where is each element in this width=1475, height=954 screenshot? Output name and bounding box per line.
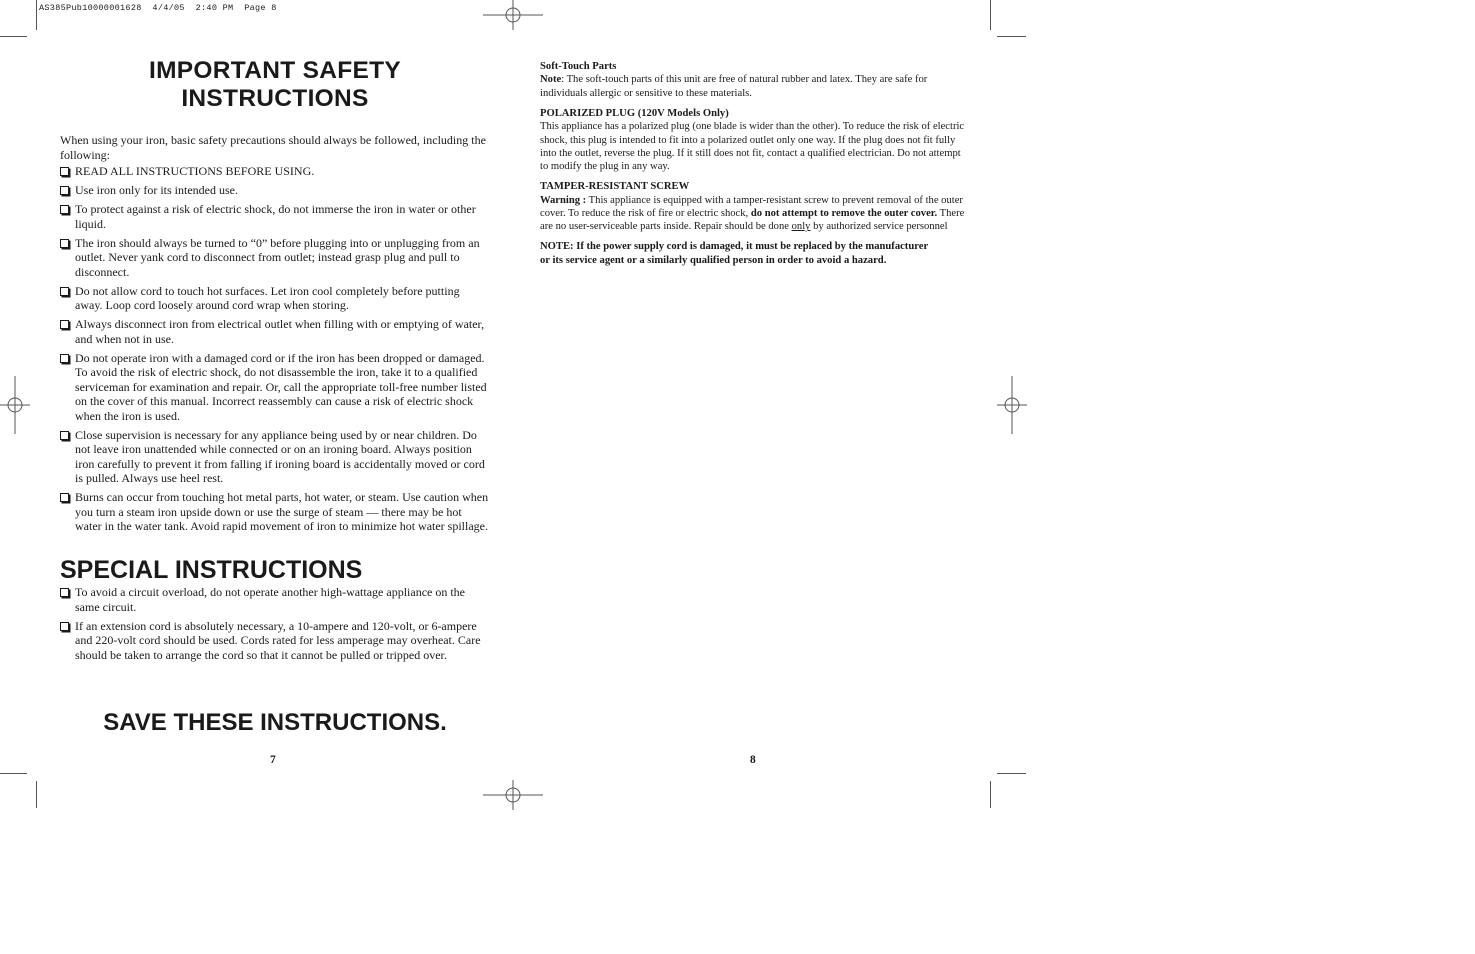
checkbox-bullet-icon xyxy=(60,205,69,214)
registration-mark-left-icon xyxy=(0,376,30,434)
list-item xyxy=(60,490,490,534)
checkbox-bullet-icon xyxy=(60,167,69,176)
list-item-text: READ ALL INSTRUCTIONS BEFORE USING. xyxy=(75,164,315,178)
special-instructions-heading: SPECIAL INSTRUCTIONS xyxy=(60,556,363,584)
section-text: by authorized service personnel xyxy=(810,221,948,233)
safety-list xyxy=(60,164,490,538)
list-item xyxy=(60,317,490,346)
section-text: This appliance is equipped with a tamper-resistant screw to prevent removal of the outer cover. To reduce the risk of fire or electric shock, xyxy=(540,194,963,220)
list-item xyxy=(60,202,490,231)
list-item xyxy=(60,236,490,280)
list-item-text: If an extension cord is absolutely necessary, a 10-ampere and 120-volt, or 6-ampere and 220-volt cord should be used. Cords rated for less amperage may overheat. Care should be taken to arrange the cord so that it cannot be pulled or tripped over. xyxy=(75,618,481,662)
registration-mark-right-icon xyxy=(997,376,1027,434)
page-number-right: 8 xyxy=(750,754,756,766)
tamper-screw-section xyxy=(540,180,970,234)
checkbox-bullet-icon xyxy=(60,431,69,440)
right-column xyxy=(540,60,970,274)
checkbox-bullet-icon xyxy=(60,320,69,329)
warning-label: Warning : xyxy=(540,194,587,206)
checkbox-bullet-icon xyxy=(60,622,69,631)
checkbox-bullet-icon xyxy=(60,493,69,502)
registration-mark-top-icon xyxy=(483,0,543,30)
intro-text: When using your iron, basic safety precautions should always be followed, including the following: xyxy=(60,133,486,162)
list-item xyxy=(60,585,490,614)
list-item xyxy=(60,351,490,424)
section-text: This appliance has a polarized plug (one blade is wider than the other). To reduce the risk of electric shock, this plug is intended to fit into a polarized outlet only one way. If the plug does not fit fully into the outlet, reverse the plug. If it still does not fit, contact a qualified electrician. Do not attempt to modify the plug in any way. xyxy=(540,121,965,173)
page-number-left: 7 xyxy=(270,754,276,766)
checkbox-bullet-icon xyxy=(60,239,69,248)
polarized-plug-section xyxy=(540,107,970,174)
checkbox-bullet-icon xyxy=(60,186,69,195)
list-item-text: To avoid a circuit overload, do not operate another high-wattage appliance on the same circuit. xyxy=(75,585,466,614)
section-text: : The soft-touch parts of this unit are free of natural rubber and latex. They are safe for individuals allergic or sensitive to these materials. xyxy=(540,74,928,99)
section-heading: TAMPER-RESISTANT SCREW xyxy=(540,181,690,193)
section-text-bold: do not attempt to remove the outer cover. xyxy=(750,208,938,220)
list-item-text: Burns can occur from touching hot metal parts, hot water, or steam. Use caution when you turn a steam iron upside down or use the surge of steam — there may be hot water in the water tank. Avoid rapid movement of iron to minimize hot water spillage. xyxy=(75,490,489,533)
list-item-text: Do not operate iron with a damaged cord or if the iron has been dropped or damaged. To avoid the risk of electric shock, do not disassemble the iron, take it to a qualified serviceman for examination and repair. Or, call the appropriate toll-free number listed on the cover of this manual. Incorrect reassembly can cause a risk of electric shock when the iron is used. xyxy=(75,350,487,423)
registration-mark-bottom-icon xyxy=(483,780,543,810)
list-item xyxy=(60,428,490,486)
list-item-text: Use iron only for its intended use. xyxy=(75,183,238,197)
checkbox-bullet-icon xyxy=(60,588,69,597)
checkbox-bullet-icon xyxy=(60,287,69,296)
list-item-text: The iron should always be turned to “0” before plugging into or unplugging from an outlet. Never yank cord to disconnect from outlet; instead grasp plug and pull to disconnect. xyxy=(75,235,480,279)
list-item-text: Do not allow cord to touch hot surfaces. Let iron cool completely before putting away. Loop cord loosely around cord wrap when storing. xyxy=(75,283,460,312)
section-text: There are no user-serviceable parts inside. Repair should be done xyxy=(540,208,965,233)
print-slug: AS385Pub10000001628 4/4/05 2:40 PM Page 8 xyxy=(39,3,277,13)
section-text-underline: only xyxy=(791,221,811,233)
list-item-text: Close supervision is necessary for any appliance being used by or near children. Do not leave iron unattended while connected or on an ironing board. Always position iron carefully to prevent it from falling if ironing board is accidentally moved or cord is pulled. Always use heel rest. xyxy=(75,427,485,485)
list-item-text: Always disconnect iron from electrical outlet when filling with or emptying of water, and when not in use. xyxy=(75,317,485,346)
special-list xyxy=(60,585,490,667)
note-text: NOTE: If the power supply cord is damaged, it must be replaced by the manufacturer or its service agent or a similarly qualified person in order to avoid a hazard. xyxy=(540,241,928,266)
section-heading: POLARIZED PLUG (120V Models Only) xyxy=(540,107,729,119)
checkbox-bullet-icon xyxy=(60,354,69,363)
list-item-text: To protect against a risk of electric shock, do not immerse the iron in water or other liquid. xyxy=(75,202,476,231)
power-cord-note xyxy=(540,240,930,267)
list-item xyxy=(60,619,490,663)
save-instructions-heading: SAVE THESE INSTRUCTIONS. xyxy=(103,709,447,736)
list-item xyxy=(60,183,490,198)
page-title: IMPORTANT SAFETY INSTRUCTIONS xyxy=(148,57,402,112)
list-item xyxy=(60,164,490,179)
note-label: Note xyxy=(540,74,562,86)
section-heading: Soft-Touch Parts xyxy=(540,61,617,72)
list-item xyxy=(60,284,490,313)
soft-touch-section xyxy=(540,60,970,100)
